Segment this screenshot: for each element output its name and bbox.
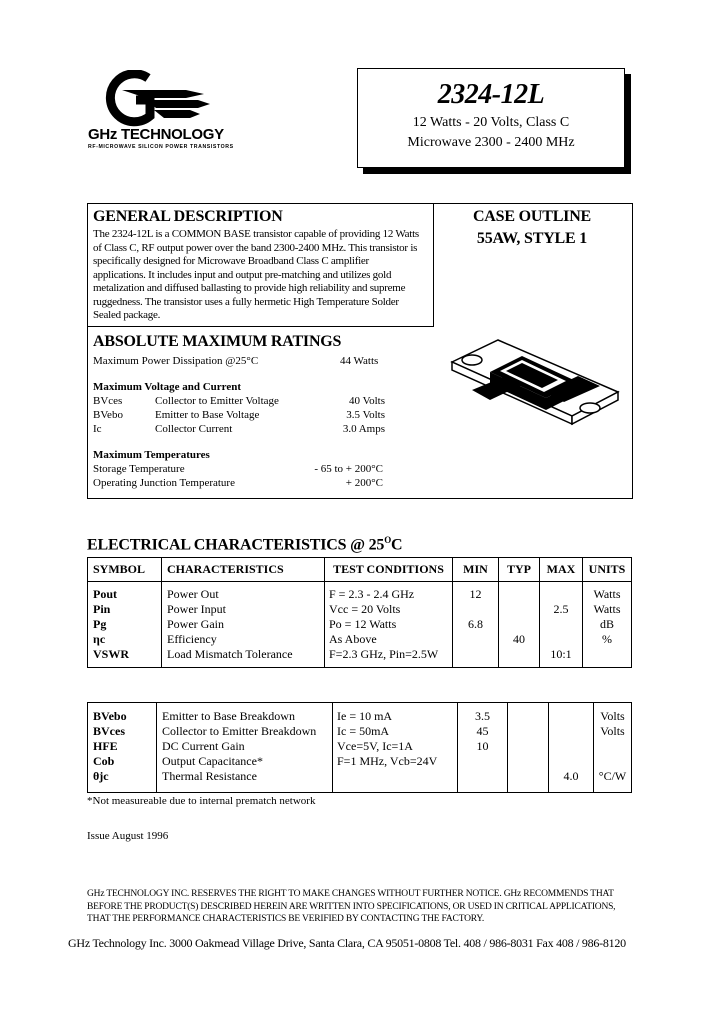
characteristic-value: Load Mismatch Tolerance bbox=[167, 647, 293, 661]
electrical-heading bbox=[87, 535, 402, 554]
max-value bbox=[549, 754, 593, 769]
rating-row bbox=[93, 423, 393, 437]
characteristic-value: Power Gain bbox=[167, 617, 224, 631]
typ-value bbox=[508, 754, 548, 769]
electrical-table-1 bbox=[87, 557, 632, 668]
column-header: MAX bbox=[540, 558, 583, 582]
package-drawing-icon bbox=[440, 330, 630, 455]
typ-value: 40 bbox=[513, 632, 525, 646]
symbol-value: BVebo bbox=[93, 709, 127, 723]
min-value bbox=[453, 602, 498, 617]
typ-value bbox=[508, 709, 548, 724]
typ-value bbox=[499, 602, 539, 617]
company-name: GHz TECHNOLOGY bbox=[88, 126, 224, 143]
title-box bbox=[357, 68, 625, 168]
min-value bbox=[453, 632, 498, 647]
column-header: TEST CONDITIONS bbox=[325, 558, 453, 582]
disclaimer-line: BEFORE THE PRODUCT(S) DESCRIBED HEREIN ARE WRITTEN INTO SPECIFICATIONS, OR USED IN CRITICAL APPLICATIONS, bbox=[87, 901, 616, 912]
company-address: GHz Technology Inc. 3000 Oakmead Village Drive, Santa Clara, CA 95051-0808 Tel. 408 / 986-8031 Fax 408 / 986-8120 bbox=[68, 936, 626, 950]
units-value: dB bbox=[599, 617, 614, 631]
typ-value bbox=[508, 769, 548, 784]
characteristic-value: Collector to Emitter Breakdown bbox=[162, 724, 317, 738]
description-line: ruggedness. The transistor uses a fully hermetic High Temperature Solder bbox=[93, 295, 399, 308]
rating-value: 3.5 Volts bbox=[346, 409, 385, 421]
rating-row bbox=[93, 409, 393, 423]
units-value bbox=[583, 647, 631, 662]
symbol-value: θjc bbox=[93, 769, 109, 783]
characteristics-cell bbox=[157, 703, 333, 793]
units-cell bbox=[594, 703, 632, 793]
rating-symbol: Ic bbox=[93, 423, 102, 435]
characteristic-value: DC Current Gain bbox=[162, 739, 245, 753]
max-value bbox=[540, 587, 582, 602]
footnote: *Not measureable due to internal prematch network bbox=[87, 795, 316, 807]
conditions-cell bbox=[325, 582, 453, 668]
description-line: applications. It includes input and output pre-matching and utilizes gold bbox=[93, 268, 392, 281]
max-cell bbox=[540, 582, 583, 668]
title-line-1: 12 Watts - 20 Volts, Class C bbox=[412, 115, 570, 130]
min-cell bbox=[458, 703, 508, 793]
temperatures-heading: Maximum Temperatures bbox=[93, 449, 210, 461]
condition-value: Po = 12 Watts bbox=[329, 617, 397, 631]
description-line: specifically designed for Microwave Broadband Class C amplifier bbox=[93, 255, 369, 267]
title-line-2: Microwave 2300 - 2400 MHz bbox=[407, 135, 575, 150]
description-line: Sealed package. bbox=[93, 309, 161, 321]
max-cell bbox=[549, 703, 594, 793]
disclaimer-line: THAT THE PERFORMANCE CHARACTERISTICS BE VERIFIED BY CONTACTING THE FACTORY. bbox=[87, 914, 485, 924]
min-value: 6.8 bbox=[468, 617, 483, 631]
column-header: MIN bbox=[453, 558, 499, 582]
condition-value: Ic = 50mA bbox=[337, 724, 390, 738]
max-value bbox=[549, 739, 593, 754]
power-dissipation-value: 44 Watts bbox=[340, 355, 379, 367]
symbol-value: Cob bbox=[93, 754, 115, 768]
issue-date: Issue August 1996 bbox=[87, 830, 169, 842]
typ-value bbox=[508, 724, 548, 739]
rating-value: 40 Volts bbox=[349, 395, 385, 407]
part-number: 2324-12L bbox=[437, 79, 545, 110]
voltage-current-heading: Maximum Voltage and Current bbox=[93, 381, 241, 393]
min-value bbox=[458, 754, 507, 769]
rating-symbol: BVces bbox=[93, 395, 123, 407]
typ-cell bbox=[508, 703, 549, 793]
symbol-value: Pin bbox=[93, 602, 111, 616]
characteristic-value: Power Out bbox=[167, 587, 219, 601]
characteristic-value: Thermal Resistance bbox=[162, 769, 257, 783]
typ-value bbox=[499, 617, 539, 632]
units-value: Volts bbox=[600, 709, 625, 723]
description-line: metalization and diffused ballasting to provide high reliability and supreme bbox=[93, 282, 406, 294]
symbol-cell bbox=[88, 582, 162, 668]
electrical-heading-text: ELECTRICAL CHARACTERISTICS @ 25 bbox=[87, 536, 385, 554]
ghz-logo-icon bbox=[86, 70, 216, 130]
rating-description: Emitter to Base Voltage bbox=[155, 409, 260, 421]
characteristic-value: Emitter to Base Breakdown bbox=[162, 709, 295, 723]
typ-value bbox=[499, 647, 539, 662]
min-value: 10 bbox=[476, 739, 489, 753]
condition-value: Vcc = 20 Volts bbox=[329, 602, 401, 616]
conditions-cell bbox=[333, 703, 458, 793]
symbol-value: Pg bbox=[93, 617, 107, 631]
horizontal-divider bbox=[87, 326, 434, 327]
rating-row bbox=[93, 395, 393, 409]
typ-value bbox=[508, 739, 548, 754]
max-value bbox=[540, 617, 582, 632]
disclaimer bbox=[87, 888, 615, 926]
column-header: SYMBOL bbox=[88, 558, 162, 582]
units-value: Watts bbox=[593, 602, 621, 616]
characteristic-value: Power Input bbox=[167, 602, 226, 616]
symbol-value: ηc bbox=[93, 632, 106, 646]
typ-value bbox=[499, 587, 539, 602]
min-value: 12 bbox=[469, 587, 482, 601]
disclaimer-line: GHz TECHNOLOGY INC. RESERVES THE RIGHT TO MAKE CHANGES WITHOUT FURTHER NOTICE. GHz RECOMMENDS THAT bbox=[87, 889, 614, 899]
min-value: 45 bbox=[476, 724, 489, 738]
condition-value: Ie = 10 mA bbox=[337, 709, 393, 723]
max-value: 10:1 bbox=[550, 647, 572, 661]
rating-description: Collector to Emitter Voltage bbox=[155, 395, 279, 407]
table-row bbox=[88, 703, 632, 793]
symbol-value: Pout bbox=[93, 587, 117, 601]
symbol-value: VSWR bbox=[93, 647, 130, 661]
case-outline-style: 55AW, STYLE 1 bbox=[476, 230, 588, 247]
temperature-value: + 200°C bbox=[345, 477, 383, 489]
power-dissipation-label: Maximum Power Dissipation @25°C bbox=[93, 355, 259, 367]
min-value bbox=[458, 769, 507, 784]
column-header: UNITS bbox=[583, 558, 632, 582]
units-cell bbox=[583, 582, 632, 668]
rating-description: Collector Current bbox=[155, 423, 233, 435]
max-value bbox=[540, 632, 582, 647]
temperature-label: Operating Junction Temperature bbox=[93, 477, 235, 489]
condition-value: F = 2.3 - 2.4 GHz bbox=[329, 587, 415, 601]
typ-cell bbox=[499, 582, 540, 668]
units-value bbox=[594, 739, 631, 754]
company-logo bbox=[86, 70, 246, 155]
column-header: TYP bbox=[499, 558, 540, 582]
general-description-text bbox=[93, 228, 433, 323]
condition-value: F=2.3 GHz, Pin=2.5W bbox=[329, 647, 439, 661]
rating-symbol: BVebo bbox=[93, 409, 123, 421]
min-value bbox=[453, 647, 498, 662]
units-value: % bbox=[602, 632, 612, 646]
general-description-heading: GENERAL DESCRIPTION bbox=[93, 208, 283, 225]
column-header: CHARACTERISTICS bbox=[162, 558, 325, 582]
units-value: Volts bbox=[600, 724, 625, 738]
condition-value: Vce=5V, Ic=1A bbox=[337, 739, 413, 753]
temperature-value: - 65 to + 200°C bbox=[314, 463, 383, 475]
electrical-heading-degree: O bbox=[384, 535, 392, 545]
characteristic-value: Output Capacitance* bbox=[162, 754, 263, 768]
max-value bbox=[549, 709, 593, 724]
symbol-value: HFE bbox=[93, 739, 118, 753]
case-outline-heading: CASE OUTLINE bbox=[472, 208, 592, 225]
condition-value: As Above bbox=[329, 632, 377, 646]
units-value: °C/W bbox=[598, 769, 627, 783]
min-value: 3.5 bbox=[475, 709, 490, 723]
table-row bbox=[88, 582, 632, 668]
units-value bbox=[594, 754, 631, 769]
table-header-row bbox=[88, 558, 632, 582]
temperature-row bbox=[93, 477, 383, 491]
max-value: 4.0 bbox=[563, 769, 579, 783]
absolute-max-heading: ABSOLUTE MAXIMUM RATINGS bbox=[93, 333, 342, 350]
electrical-table-2 bbox=[87, 702, 632, 793]
electrical-heading-unit: C bbox=[391, 536, 403, 554]
company-tagline: RF-MICROWAVE SILICON POWER TRANSISTORS bbox=[88, 144, 234, 150]
symbol-value: BVces bbox=[93, 724, 125, 738]
max-value: 2.5 bbox=[553, 602, 569, 616]
condition-value bbox=[337, 769, 457, 784]
temperature-label: Storage Temperature bbox=[93, 463, 185, 475]
description-line: of Class C, RF output power over the band 2300-2400 MHz. This transistor is bbox=[93, 241, 418, 254]
max-value bbox=[549, 724, 593, 739]
symbol-cell bbox=[88, 703, 157, 793]
description-line: The 2324-12L is a COMMON BASE transistor capable of providing 12 Watts bbox=[93, 228, 419, 240]
characteristic-value: Efficiency bbox=[167, 632, 217, 646]
temperature-row bbox=[93, 463, 383, 477]
condition-value: F=1 MHz, Vcb=24V bbox=[337, 754, 438, 768]
rating-value: 3.0 Amps bbox=[342, 423, 385, 435]
characteristics-cell bbox=[162, 582, 325, 668]
min-cell bbox=[453, 582, 499, 668]
units-value: Watts bbox=[593, 587, 621, 601]
